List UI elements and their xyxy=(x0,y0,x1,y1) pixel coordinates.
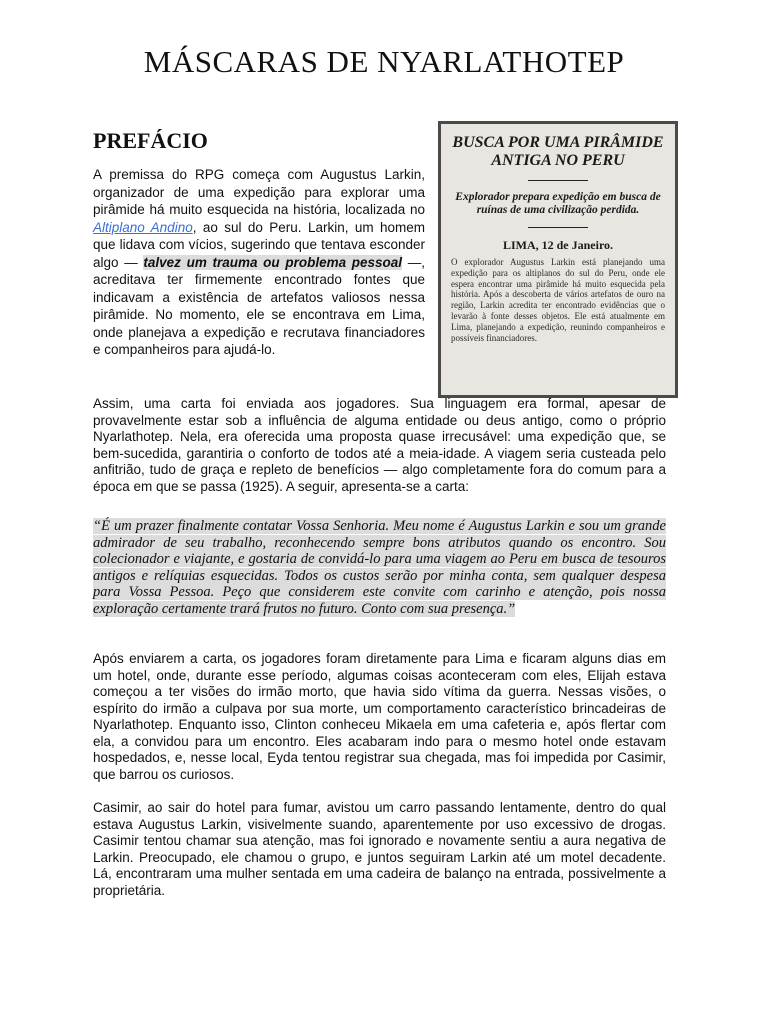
newspaper-clipping-paper xyxy=(441,124,675,395)
intro-emphasis: talvez um trauma ou problema pessoal xyxy=(143,254,403,270)
newspaper-clipping xyxy=(438,121,678,398)
letter-quote-text: “É um prazer finalmente contatar Vossa Senhoria. Meu nome é Augustus Larkin e sou um grande admirador de seu trabalho, reconhecendo sempre bons atributos quando os encontro. Sou colecionador e viajante, e gostaria de convidá-lo para uma viagem ao Peru em busca de tesouros antigos e relíquias esquecidas. Todos os custos serão por minha conta, sem qualquer despesa para Vossa Pessoa. Peço que considerem este convite com carinho e atenção, pois nossa exploração certamente trará frutos no futuro. Conto com sua presença.” xyxy=(93,518,666,617)
intro-text-part3: —, acreditava ter firmemente encontrado fontes que indicavam a existência de artefatos valiosos nessa pirâmide. No momento, ele se encontrava em Lima, onde planejava a expedição e recrutava financiadores e companheiros para ajudá-lo. xyxy=(93,254,425,357)
clipping-headline: BUSCA POR UMA PIRÂMIDE ANTIGA NO PERU xyxy=(452,134,664,169)
section-heading: PREFÁCIO xyxy=(93,128,208,153)
intro-text-part1: A premissa do RPG começa com Augustus Larkin, organizador de uma expedição para explorar uma pirâmide há muito esquecida na história, localizada no xyxy=(93,167,425,217)
paragraph-letter-intro: Assim, uma carta foi enviada aos jogadores. Sua linguagem era formal, apesar de provavelmente estar sob a influência de alguma entidade ou deus antigo, como o próprio Nyarlathotep. Nela, era oferecida uma proposta quase irrecusável: uma expedição que, se bem-sucedida, garantiria o conforto de todos até a meia-idade. A viagem seria custeada pelo anfitrião, tudo de graça e repleto de benefícios — algo completamente fora do comum para a época em que se passa (1925). A seguir, apresenta-se a carta: xyxy=(93,396,666,494)
intro-paragraph xyxy=(93,166,425,359)
clipping-body: O explorador Augustus Larkin está planejando uma expedição para os altiplanos do sul do Peru, onde ele espera encontrar uma pirâmide há muito esquecida pela história. Após a descoberta de vários artefatos de ouro na região, Larkin acredita ter encontrado evidências que o levarão à fonte desses objetos. Ele está atualmente em Lima, planejando a expedição, reunindo companheiros e possíveis financiadores. xyxy=(451,257,665,343)
clipping-dateline: LIMA, 12 de Janeiro. xyxy=(502,238,614,252)
clipping-subheadline: Explorador prepara expedição em busca de ruínas de uma civilização perdida. xyxy=(455,191,661,216)
document-title: MÁSCARAS DE NYARLATHOTEP xyxy=(143,44,625,79)
letter-quote xyxy=(93,518,666,617)
paragraph-casimir: Casimir, ao sair do hotel para fumar, avistou um carro passando lentamente, dentro do qual estava Augustus Larkin, visivelmente suando, aparentemente por uso excessivo de drogas. Casimir tentou chamar sua atenção, mas foi ignorado e novamente sentiu a aura negativa de Larkin. Preocupado, ele chamou o grupo, e juntos seguiram Larkin até um motel decadente. Lá, encontraram uma mulher sentada em uma cadeira de balanço na entrada, possivelmente a proprietária. xyxy=(93,800,666,898)
paragraph-lima-events: Após enviarem a carta, os jogadores foram diretamente para Lima e ficaram alguns dias em um hotel, onde, durante esse período, algumas coisas aconteceram com eles, Elijah estava começou a ter visões do irmão morto, que havia sido vítima da guerra. Nessas visões, o espírito do irmão a culpava por sua morte, um comportamento característico brincadeiras de Nyarlathotep. Enquanto isso, Clinton conheceu Mikaela em uma cafeteria e, após flertar com ela, a convidou para um encontro. Eles acabaram indo para o mesmo hotel onde estavam hospedados, e, nesse local, Eyda tentou registrar sua chegada, mas foi impedida por Casimir, que barrou os curiosos. xyxy=(93,651,666,782)
clipping-rule xyxy=(528,180,588,181)
altiplano-link[interactable]: Altiplano Andino xyxy=(93,219,193,235)
clipping-rule xyxy=(528,227,588,228)
intro-text-part2: , ao sul do Peru. Larkin, um homem que lidava com vícios, sugerindo que tentava esconder algo — xyxy=(93,219,425,270)
